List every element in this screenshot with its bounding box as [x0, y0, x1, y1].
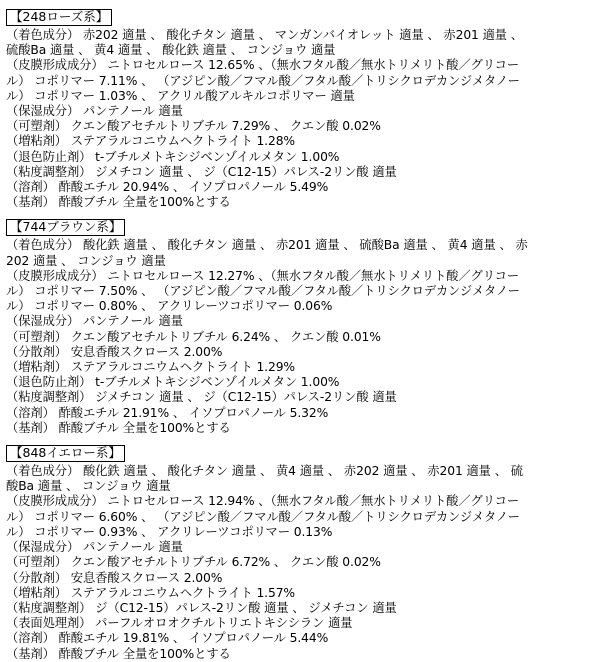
- text-line: ル） コポリマー 7.50% 、 （アジピン酸／フマル酸／フタル酸／トリシクロデカンジメタノー: [6, 284, 520, 299]
- text-line: （増粘剤） ステアラルコニウムヘクトライト 1.29%: [6, 360, 296, 375]
- text-line: （保湿成分） パンテノール 適量: [6, 314, 183, 329]
- text-line: （皮膜形成成分） ニトロセルロース 12.27% 、（無水フタル酸／無水トリメリト酸／グリコー: [6, 268, 520, 283]
- text-line: （分散剤） 安息香酸スクロース 2.00%: [6, 570, 223, 585]
- section-body: [6, 28, 596, 210]
- text-line: （粘度調整剤） ジメチコン 適量 、 ジ（C12-15）パレス-2リン酸 適量: [6, 164, 397, 179]
- text-line: （基剤） 酢酸ブチル 全量を100%とする: [6, 646, 231, 661]
- text-line: ル） コポリマー 0.93% 、 アクリレーツコポリマー 0.13%: [6, 524, 333, 539]
- section-body: [6, 464, 596, 662]
- text-line: （皮膜形成成分） ニトロセルロース 12.65% 、（無水フタル酸／無水トリメリト酸／グリコー: [6, 58, 520, 73]
- text-line: ル） コポリマー 6.60% 、 （アジピン酸／フマル酸／フタル酸／トリシクロデカンジメタノー: [6, 509, 520, 524]
- text-line: ル） コポリマー 1.03% 、 アクリル酸アルキルコポリマー 適量: [6, 88, 355, 103]
- text-line: （可塑剤） クエン酸アセチルトリブチル 7.29% 、 クエン酸 0.02%: [6, 119, 381, 134]
- text-line: （基剤） 酢酸ブチル 全量を100%とする: [6, 420, 231, 435]
- text-line: （着色成分） 酸化鉄 適量 、 酸化チタン 適量 、 黄4 適量 、 赤202 適量 、 赤201 適量 、 硫: [6, 464, 523, 479]
- text-line: （可塑剤） クエン酸アセチルトリブチル 6.24% 、 クエン酸 0.01%: [6, 329, 381, 344]
- text-line: （退色防止剤） t-ブチルメトキシジベンゾイルメタン 1.00%: [6, 375, 340, 390]
- section-body: [6, 238, 596, 436]
- text-line: （可塑剤） クエン酸アセチルトリブチル 6.72% 、 クエン酸 0.02%: [6, 555, 381, 570]
- text-line: （着色成分） 酸化鉄 適量 、 酸化チタン 適量 、 赤201 適量 、 硫酸Ba 適量 、 黄4 適量 、 赤: [6, 238, 528, 253]
- text-line: 酸Ba 適量 、 コンジョウ 適量: [6, 479, 171, 494]
- text-line: （皮膜形成成分） ニトロセルロース 12.94% 、（無水フタル酸／無水トリメリト酸／グリコー: [6, 494, 520, 509]
- text-line: （保湿成分） パンテノール 適量: [6, 104, 183, 119]
- ingredient-section: [6, 6, 596, 210]
- text-line: （溶剤） 酢酸エチル 19.81% 、 イソプロパノール 5.44%: [6, 631, 329, 646]
- ingredient-section: [6, 442, 596, 662]
- text-line: （保湿成分） パンテノール 適量: [6, 540, 183, 555]
- text-line: （表面処理剤） パーフルオロオクチルトリエトキシシラン 適量: [6, 616, 353, 631]
- text-line: （退色防止剤） t-ブチルメトキシジベンゾイルメタン 1.00%: [6, 149, 340, 164]
- section-title: 【848イエロー系】: [6, 445, 125, 462]
- text-line: （着色成分） 赤202 適量 、 酸化チタン 適量 、 マンガンバイオレット 適量 、 赤201 適量 、: [6, 28, 523, 42]
- text-line: （溶剤） 酢酸エチル 20.94% 、 イソプロパノール 5.49%: [6, 180, 329, 195]
- text-line: （粘度調整剤） ジ（C12-15）パレス-2リン酸 適量 、 ジメチコン 適量: [6, 600, 397, 615]
- ingredient-section: [6, 216, 596, 436]
- text-line: （増粘剤） ステアラルコニウムヘクトライト 1.57%: [6, 585, 296, 600]
- text-line: 硫酸Ba 適量 、 黄4 適量 、 酸化鉄 適量 、 コンジョウ 適量: [6, 43, 336, 58]
- text-line: 202 適量 、 コンジョウ 適量: [6, 253, 166, 268]
- text-line: （粘度調整剤） ジメチコン 適量 、 ジ（C12-15）パレス-2リン酸 適量: [6, 390, 397, 405]
- text-line: ル） コポリマー 7.11% 、 （アジピン酸／フマル酸／フタル酸／トリシクロデカンジメタノー: [6, 73, 520, 88]
- section-title: 【744ブラウン系】: [6, 219, 125, 236]
- text-line: ル） コポリマー 0.80% 、 アクリレーツコポリマー 0.06%: [6, 299, 333, 314]
- text-line: （増粘剤） ステアラルコニウムヘクトライト 1.28%: [6, 134, 296, 149]
- section-title: 【248ローズ系】: [6, 9, 112, 26]
- text-line: （溶剤） 酢酸エチル 21.91% 、 イソプロパノール 5.32%: [6, 405, 329, 420]
- text-line: （基剤） 酢酸ブチル 全量を100%とする: [6, 195, 231, 210]
- text-line: （分散剤） 安息香酸スクロース 2.00%: [6, 344, 223, 359]
